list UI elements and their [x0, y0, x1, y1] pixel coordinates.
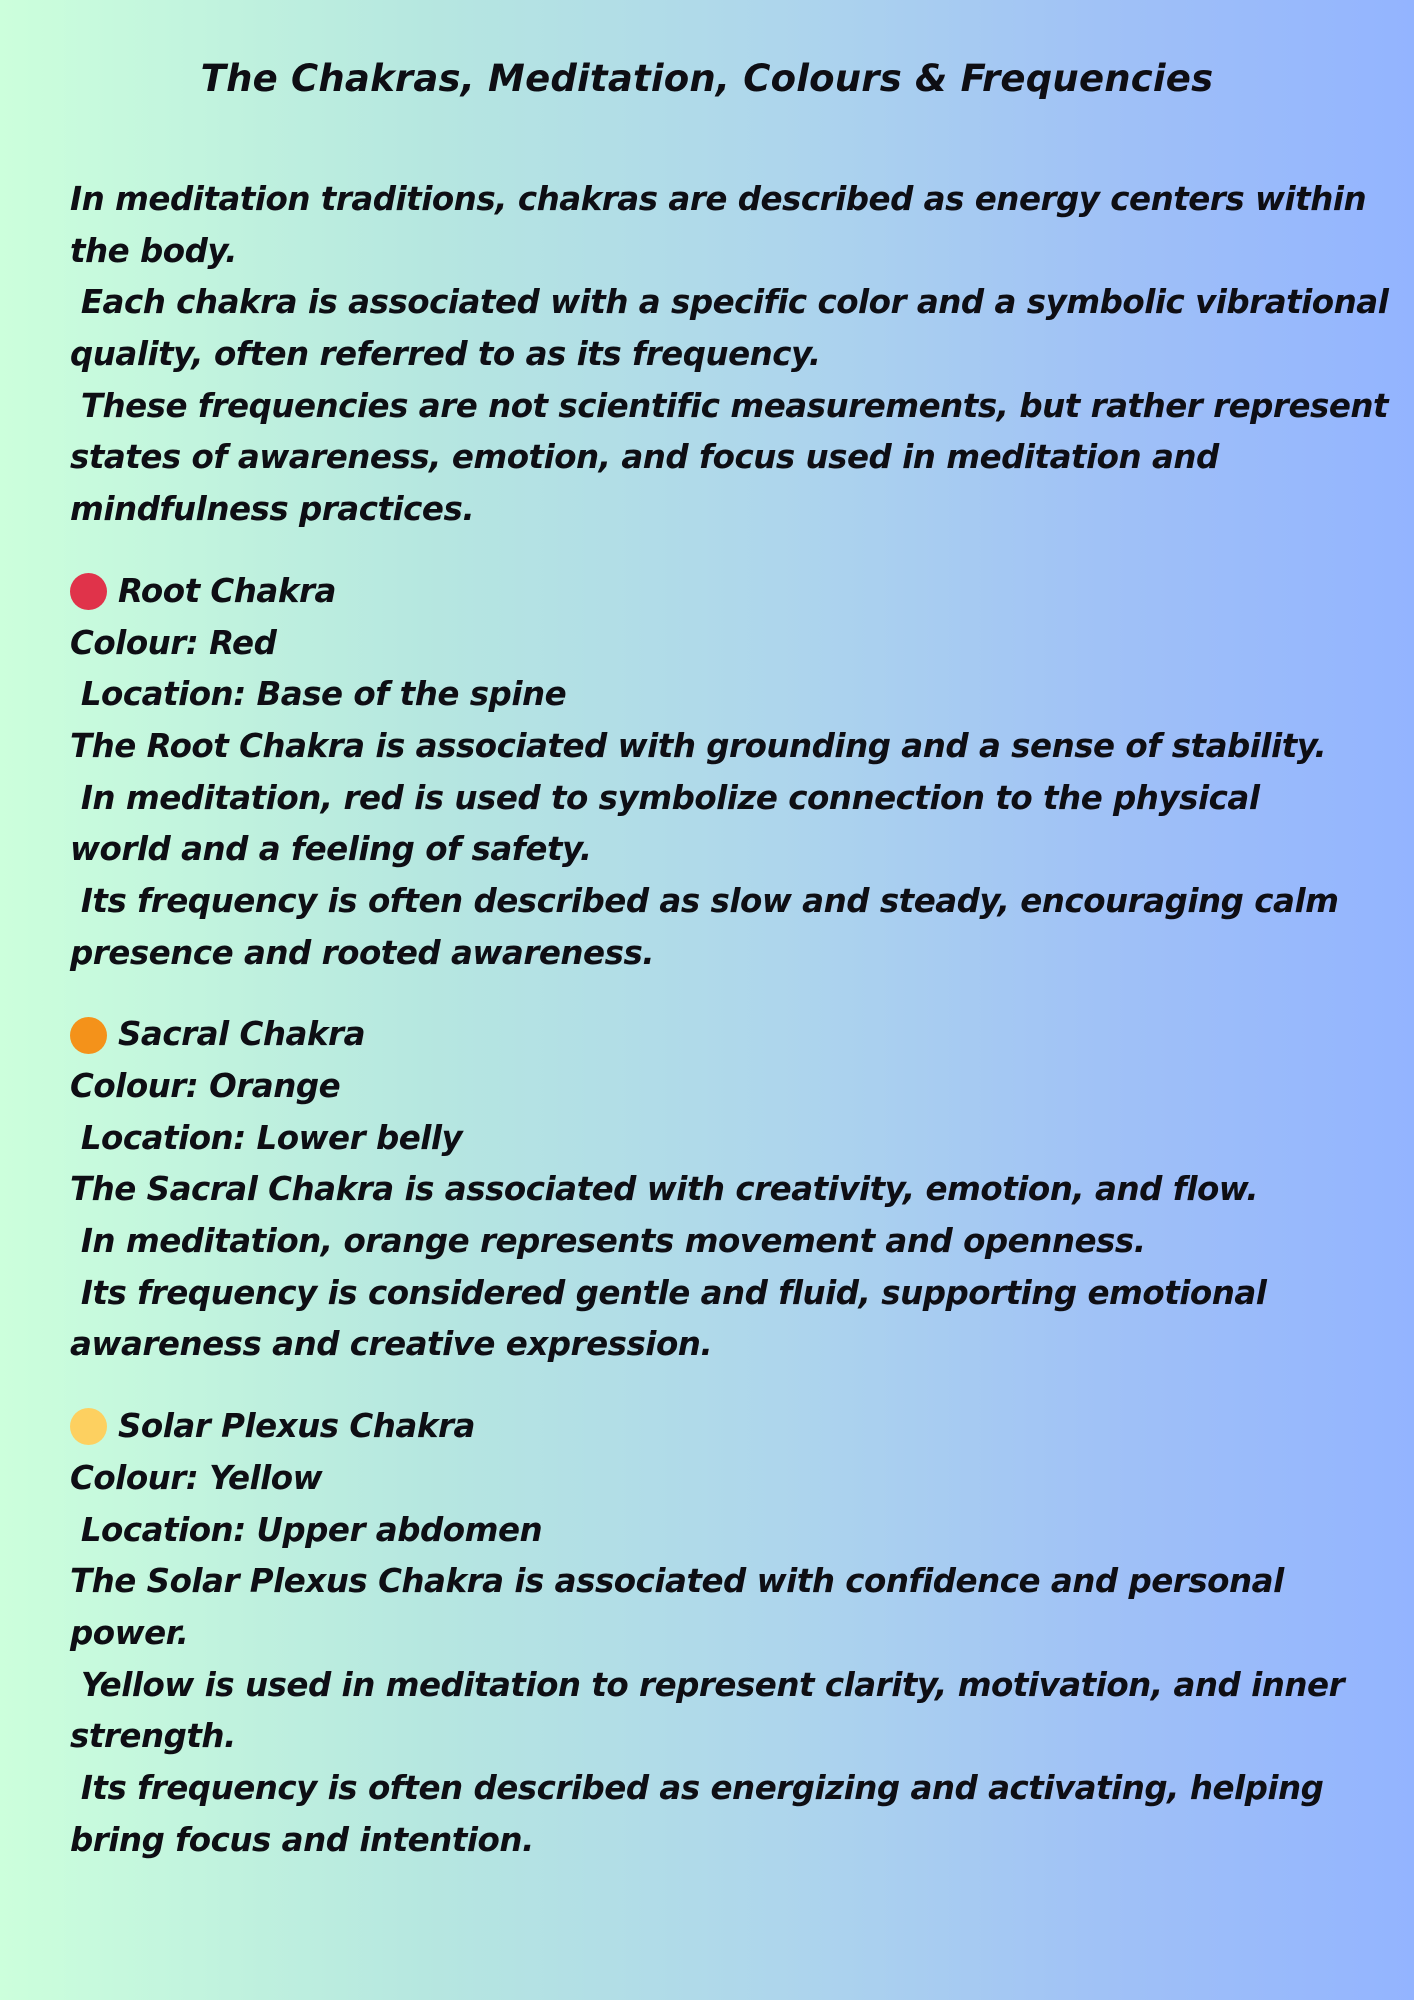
intro-line: the body. — [70, 231, 237, 270]
intro-paragraph — [70, 174, 1400, 536]
intro-line: Each chakra is associated with a specific color and a symbolic vibrational — [70, 283, 1389, 322]
chakra-line: In meditation, orange represents movement and openness. — [70, 1222, 1146, 1261]
chakra-name: Sacral Chakra — [118, 1015, 366, 1054]
section-gap — [70, 1371, 1400, 1401]
chakra-line: Yellow is used in meditation to represent clarity, motivation, and inner — [70, 1665, 1345, 1704]
chakra-line: The Solar Plexus Chakra is associated with confidence and personal — [70, 1562, 1284, 1601]
chakra-line: world and a feeling of safety. — [70, 830, 592, 869]
chakra-line: Colour: Red — [70, 623, 277, 662]
intro-line: states of awareness, emotion, and focus used in meditation and — [70, 438, 1219, 477]
chakra-line: bring focus and intention. — [70, 1820, 534, 1859]
orange-circle-icon — [70, 1017, 107, 1054]
chakra-line: Colour: Orange — [70, 1067, 341, 1105]
chakra-line: Location: Base of the spine — [70, 675, 567, 714]
section-gap — [70, 536, 1400, 566]
chakra-line: Its frequency is considered gentle and fluid, supporting emotional — [70, 1273, 1267, 1312]
chakra-line: Its frequency is often described as energizing and activating, helping — [70, 1768, 1324, 1807]
chakra-name: Solar Plexus Chakra — [118, 1407, 475, 1446]
chakra-section-solar-plexus — [70, 1401, 1400, 1866]
chakra-section-sacral — [70, 1009, 1400, 1371]
chakra-line: Location: Lower belly — [70, 1118, 463, 1157]
chakra-line: presence and rooted awareness. — [70, 933, 655, 972]
chakra-name: Root Chakra — [118, 571, 336, 610]
page-title: The Chakras, Meditation, Colours & Frequencies — [200, 57, 1214, 100]
chakra-line: awareness and creative expression. — [70, 1325, 713, 1364]
chakra-line: Its frequency is often described as slow and steady, encouraging calm — [70, 881, 1339, 920]
intro-line: In meditation traditions, chakras are described as energy centers within — [70, 180, 1367, 218]
chakra-line: Location: Upper abdomen — [70, 1510, 543, 1549]
chakra-heading — [70, 1401, 1400, 1453]
intro-line: mindfulness practices. — [70, 490, 475, 529]
document-body — [70, 174, 1400, 1866]
chakra-line: In meditation, red is used to symbolize connection to the physical — [70, 778, 1260, 817]
chakra-section-root — [70, 566, 1400, 980]
intro-line: quality, often referred to as its frequency. — [70, 335, 821, 374]
chakra-line: strength. — [70, 1717, 236, 1756]
chakra-line: The Sacral Chakra is associated with creativity, emotion, and flow. — [70, 1170, 1259, 1209]
chakra-heading — [70, 1009, 1400, 1061]
chakra-line: power. — [70, 1613, 189, 1652]
intro-line: These frequencies are not scientific measurements, but rather represent — [70, 386, 1389, 425]
yellow-circle-icon — [70, 1408, 107, 1445]
chakra-heading — [70, 566, 1400, 618]
chakra-line: The Root Chakra is associated with grounding and a sense of stability. — [70, 726, 1327, 765]
red-circle-icon — [70, 573, 107, 610]
chakra-line: Colour: Yellow — [70, 1458, 323, 1497]
section-gap — [70, 979, 1400, 1009]
